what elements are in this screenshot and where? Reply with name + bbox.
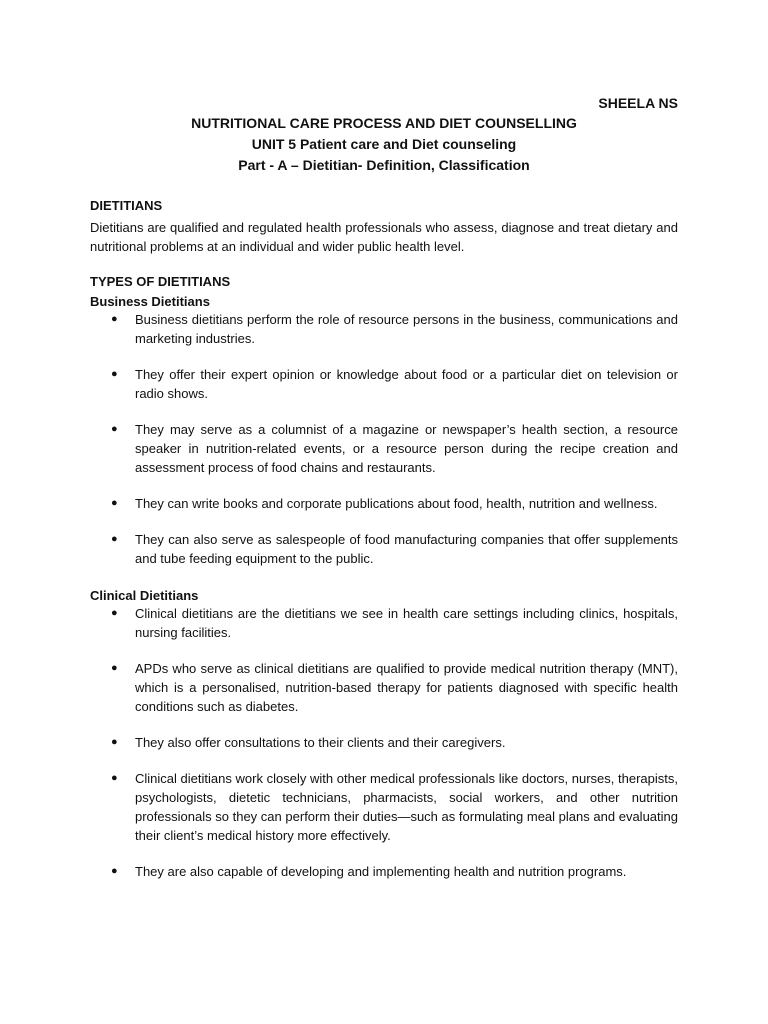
list-item: ● They can also serve as salespeople of food manufacturing companies that offer supplements and tube feeding equipment to the public. [111, 532, 678, 566]
document-page [90, 94, 678, 881]
spacer [90, 752, 678, 769]
dietitians-heading: DIETITIANS [90, 198, 163, 213]
document-title: NUTRITIONAL CARE PROCESS AND DIET COUNSELLING [191, 115, 577, 131]
types-heading: TYPES OF DIETITIANS [90, 274, 231, 289]
bullet-icon: ● [111, 497, 118, 509]
bullet-icon: ● [111, 662, 118, 674]
list-item: ● They can write books and corporate publications about food, health, nutrition and wellness. [111, 496, 658, 511]
bullet-icon: ● [111, 865, 118, 877]
business-dietitians-list [90, 310, 678, 568]
clinical-dietitians-list [90, 604, 678, 881]
list-item: ● APDs who serve as clinical dietitians are qualified to provide medical nutrition therapy (MNT), which is a personalised, nutrition-based therapy for patients diagnosed with specific health conditions such as diabetes. [111, 661, 678, 714]
part-title: Part - A – Dietitian- Definition, Classification [238, 157, 530, 173]
bullet-icon: ● [111, 772, 118, 784]
list-item: ● They are also capable of developing and implementing health and nutrition programs. [111, 864, 627, 879]
spacer [90, 403, 678, 420]
bullet-icon: ● [111, 368, 118, 380]
bullet-icon: ● [111, 533, 118, 545]
spacer [90, 716, 678, 733]
author-name: SHEELA NS [598, 95, 678, 111]
bullet-icon: ● [111, 736, 118, 748]
spacer [90, 348, 678, 365]
spacer [90, 642, 678, 659]
clinical-dietitians-heading: Clinical Dietitians [90, 588, 199, 603]
dietitians-definition: Dietitians are qualified and regulated health professionals who assess, diagnose and treat dietary and nutritional problems at an individual and wider public health level. [90, 220, 678, 254]
spacer [90, 845, 678, 862]
list-item: ● They also offer consultations to their clients and their caregivers. [111, 735, 506, 750]
spacer [90, 513, 678, 530]
list-item: ● They offer their expert opinion or knowledge about food or a particular diet on television or radio shows. [111, 367, 678, 401]
title-block [90, 113, 678, 176]
unit-title: UNIT 5 Patient care and Diet counseling [251, 136, 517, 152]
bullet-icon: ● [111, 313, 118, 325]
bullet-icon: ● [111, 607, 118, 619]
list-item: ● Business dietitians perform the role of resource persons in the business, communications and marketing industries. [111, 312, 678, 346]
bullet-icon: ● [111, 423, 118, 435]
business-dietitians-heading: Business Dietitians [90, 294, 210, 309]
spacer [90, 477, 678, 494]
list-item: ● Clinical dietitians are the dietitians we see in health care settings including clinics, hospitals, nursing facilities. [111, 606, 678, 640]
list-item: ● They may serve as a columnist of a magazine or newspaper’s health section, a resource speaker in nutrition-related events, or a resource person during the recipe creation and assessment process of food chains and restaurants. [111, 422, 678, 475]
list-item: ● Clinical dietitians work closely with other medical professionals like doctors, nurses, therapists, psychologists, dietetic technicians, pharmacists, social workers, and other nutrition professionals so they can perform their duties—such as formulating meal plans and evaluating their client’s medical history more effectively. [111, 771, 678, 843]
